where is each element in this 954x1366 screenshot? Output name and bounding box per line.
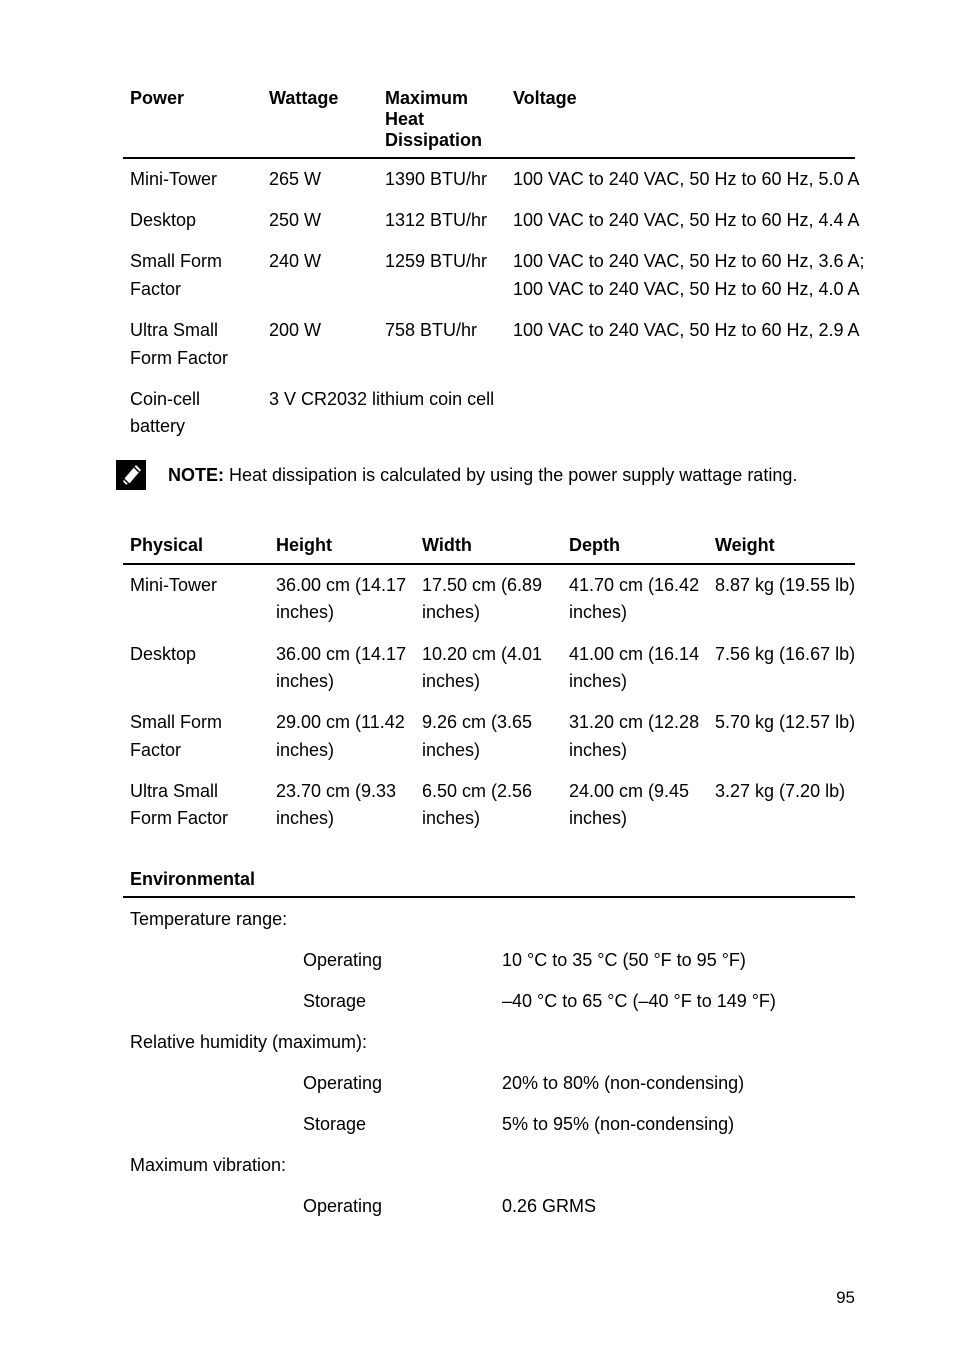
physical-row-depth: inches) — [569, 671, 628, 691]
physical-row-width: inches) — [422, 740, 481, 760]
note-pencil-icon — [116, 460, 146, 490]
physical-row-width: 17.50 cm (6.89 — [422, 575, 543, 595]
power-header: Power — [130, 88, 185, 108]
power-row-name: Factor — [130, 279, 182, 299]
height-header: Height — [276, 535, 332, 555]
coin-cell-value: 3 V CR2032 lithium coin cell — [269, 389, 495, 409]
physical-row-height: inches) — [276, 808, 335, 828]
physical-row-depth: inches) — [569, 602, 628, 622]
environmental-header: Environmental — [130, 869, 256, 889]
env-item-value: 5% to 95% (non-condensing) — [502, 1114, 735, 1134]
environmental-header-rule — [123, 896, 855, 898]
power-row-name: Small Form — [130, 251, 223, 271]
env-item-name: Operating — [303, 1073, 383, 1093]
power-row-voltage: 100 VAC to 240 VAC, 50 Hz to 60 Hz, 2.9 A — [513, 320, 860, 340]
physical-row-weight: 3.27 kg (7.20 lb) — [715, 781, 846, 801]
power-row-wattage: 200 W — [269, 320, 322, 340]
physical-row-height: 36.00 cm (14.17 — [276, 644, 407, 664]
physical-row-height: 23.70 cm (9.33 — [276, 781, 397, 801]
power-row-heat: 1259 BTU/hr — [385, 251, 488, 271]
env-item-name: Operating — [303, 950, 383, 970]
physical-row-height: inches) — [276, 671, 335, 691]
power-row-wattage: 240 W — [269, 251, 322, 271]
power-row-name: Mini-Tower — [130, 169, 218, 189]
wattage-header: Wattage — [269, 88, 339, 108]
physical-row-height: 29.00 cm (11.42 — [276, 712, 405, 732]
physical-header: Physical — [130, 535, 204, 555]
physical-row-name: Factor — [130, 740, 182, 760]
physical-row-weight: 7.56 kg (16.67 lb) — [715, 644, 856, 664]
env-item-value: –40 °C to 65 °C (–40 °F to 149 °F) — [502, 991, 776, 1011]
page-number: 95 — [836, 1288, 855, 1307]
physical-row-weight: 8.87 kg (19.55 lb) — [715, 575, 856, 595]
power-row-name: Form Factor — [130, 348, 229, 368]
physical-row-depth: inches) — [569, 740, 628, 760]
note-text: Heat dissipation is calculated by using the power supply wattage rating. — [229, 464, 798, 485]
depth-header: Depth — [569, 535, 620, 555]
physical-row-width: inches) — [422, 671, 481, 691]
width-header: Width — [422, 535, 472, 555]
power-row-voltage: 100 VAC to 240 VAC, 50 Hz to 60 Hz, 4.0 A — [513, 279, 860, 299]
physical-row-depth: 41.70 cm (16.42 — [569, 575, 700, 595]
env-item-name: Storage — [303, 1114, 367, 1134]
power-row-voltage: 100 VAC to 240 VAC, 50 Hz to 60 Hz, 3.6 A; — [513, 251, 865, 271]
heat-dissipation-header: Maximum Heat Dissipation — [385, 88, 483, 150]
env-item-value: 20% to 80% (non-condensing) — [502, 1073, 745, 1093]
note-label: NOTE: — [168, 464, 224, 485]
voltage-header: Voltage — [513, 88, 577, 108]
physical-header-rule — [123, 563, 855, 565]
physical-row-name: Small Form — [130, 712, 223, 732]
physical-row-width: 9.26 cm (3.65 — [422, 712, 533, 732]
power-row-voltage: 100 VAC to 240 VAC, 50 Hz to 60 Hz, 4.4 A — [513, 210, 860, 230]
physical-row-depth: 41.00 cm (16.14 — [569, 644, 700, 664]
power-row-name: Coin-cell — [130, 389, 201, 409]
env-group-label: Maximum vibration: — [130, 1155, 287, 1175]
env-group-label: Temperature range: — [130, 909, 288, 929]
power-header-rule — [123, 157, 855, 159]
power-row-name: battery — [130, 416, 186, 436]
env-item-name: Operating — [303, 1196, 383, 1216]
physical-row-name: Form Factor — [130, 808, 229, 828]
env-item-value: 10 °C to 35 °C (50 °F to 95 °F) — [502, 950, 746, 970]
physical-row-name: Mini-Tower — [130, 575, 218, 595]
physical-row-name: Desktop — [130, 644, 197, 664]
physical-row-depth: 31.20 cm (12.28 — [569, 712, 700, 732]
physical-row-height: inches) — [276, 740, 335, 760]
env-item-value: 0.26 GRMS — [502, 1196, 597, 1216]
physical-row-weight: 5.70 kg (12.57 lb) — [715, 712, 856, 732]
power-row-heat: 1390 BTU/hr — [385, 169, 488, 189]
power-row-name: Ultra Small — [130, 320, 219, 340]
power-row-heat: 758 BTU/hr — [385, 320, 478, 340]
physical-row-name: Ultra Small — [130, 781, 219, 801]
physical-row-width: 10.20 cm (4.01 — [422, 644, 543, 664]
physical-row-depth: inches) — [569, 808, 628, 828]
env-group-label: Relative humidity (maximum): — [130, 1032, 368, 1052]
env-item-name: Storage — [303, 991, 367, 1011]
note — [116, 460, 797, 490]
power-row-wattage: 250 W — [269, 210, 322, 230]
power-row-wattage: 265 W — [269, 169, 322, 189]
physical-row-height: inches) — [276, 602, 335, 622]
physical-row-width: inches) — [422, 808, 481, 828]
physical-row-width: 6.50 cm (2.56 — [422, 781, 533, 801]
physical-row-height: 36.00 cm (14.17 — [276, 575, 407, 595]
power-row-voltage: 100 VAC to 240 VAC, 50 Hz to 60 Hz, 5.0 A — [513, 169, 860, 189]
physical-row-depth: 24.00 cm (9.45 — [569, 781, 690, 801]
power-row-heat: 1312 BTU/hr — [385, 210, 488, 230]
weight-header: Weight — [715, 535, 775, 555]
physical-row-width: inches) — [422, 602, 481, 622]
power-row-name: Desktop — [130, 210, 197, 230]
